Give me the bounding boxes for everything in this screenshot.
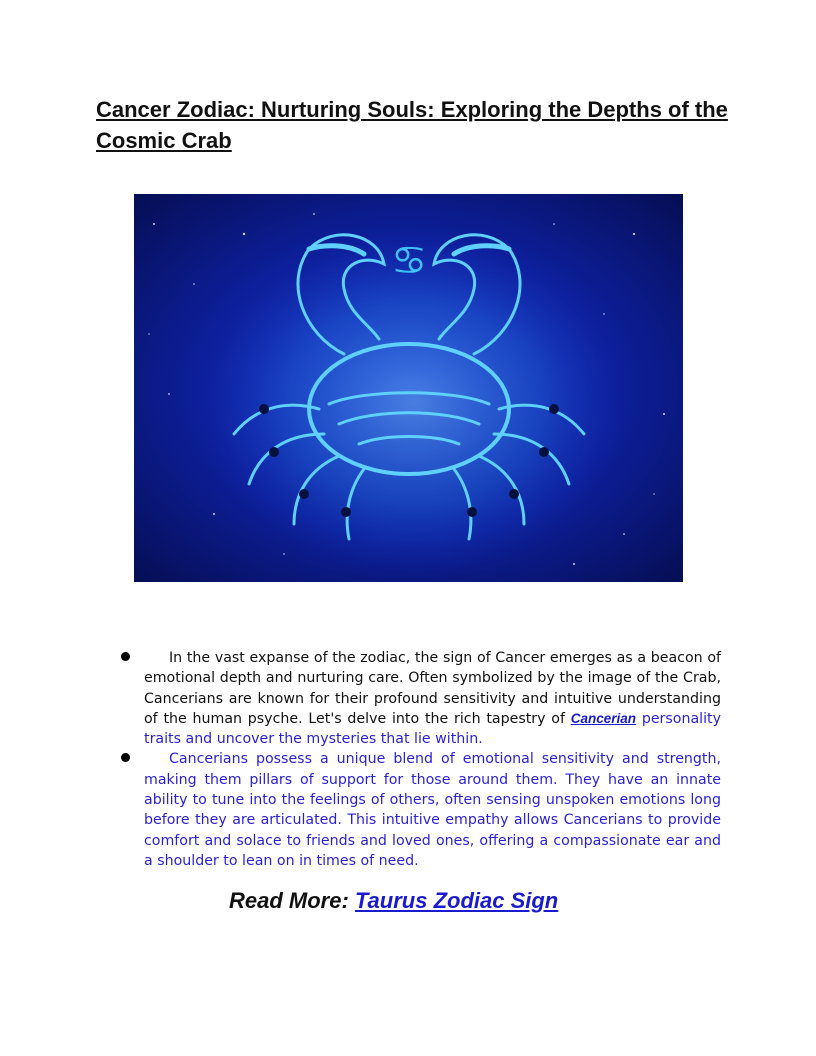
cancer-glyph: ♋ xyxy=(391,238,427,284)
read-more-label: Read More: xyxy=(229,888,355,913)
list-item xyxy=(119,749,721,871)
bullet-dot-icon xyxy=(121,753,130,762)
bullet-text: Cancerians possess a unique blend of emotional sensitivity and strength, making them pillars of support for those around them. They have an innate ability to tune into the feelings of others, often sensing unspoken emotions long before they are articulated. This intuitive empathy allows Cancerians to provide comfort and solace to friends and loved ones, offering a compassionate ear and a shoulder to lean on in times of need. xyxy=(144,751,721,869)
bullet-list xyxy=(119,648,721,871)
cancer-crab-image xyxy=(134,194,683,582)
read-more xyxy=(229,886,558,916)
page-title: Cancer Zodiac: Nurturing Souls: Exploring the Depths of the Cosmic Crab xyxy=(96,97,728,153)
bullet-text: In the vast expanse of the zodiac, the sign of Cancer emerges as a beacon of emotional depth and nurturing care. Often symbolized by the image of the Crab, Cancerians are known for their profound sensitivity and intuitive understanding of the human psyche. Let's delve into the rich tapestry of xyxy=(144,650,721,727)
list-item xyxy=(119,648,721,749)
bullet-text-continued: personality traits and uncover the mysteries that lie within. xyxy=(144,710,721,748)
crab-illustration-icon xyxy=(134,194,683,582)
taurus-zodiac-link[interactable]: Taurus Zodiac Sign xyxy=(354,888,559,913)
cancerian-link[interactable]: Cancerian xyxy=(570,710,637,726)
bullet-dot-icon xyxy=(121,652,130,661)
